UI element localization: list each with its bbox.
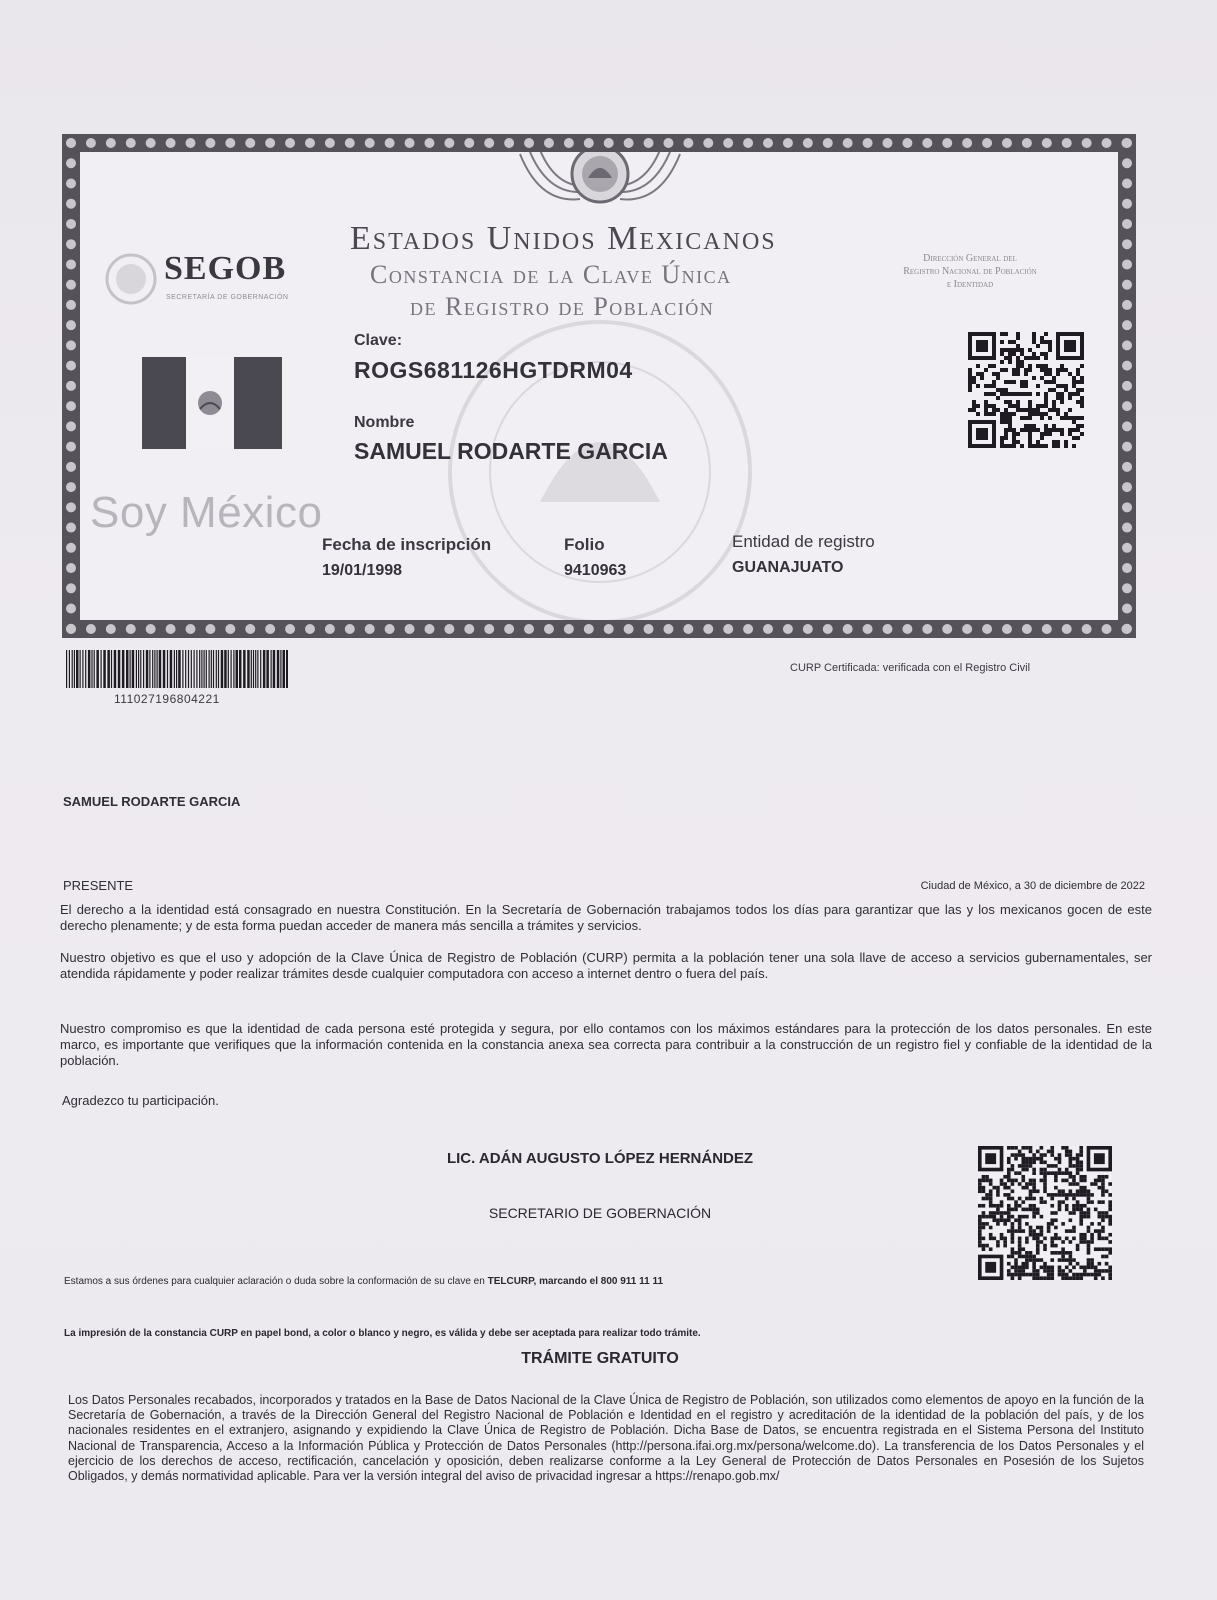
nombre-value: SAMUEL RODARTE GARCIA: [354, 438, 668, 464]
certificate-body: [80, 152, 1118, 620]
letter-place-date: Ciudad de México, a 30 de diciembre de 2022: [920, 880, 1145, 892]
certificate-subtitle-line2: de Registro de Población: [410, 292, 715, 321]
clave-value: ROGS681126HGTDRM04: [354, 357, 633, 383]
segob-seal-icon: [104, 252, 158, 306]
telcurp-text: Estamos a sus órdenes para cualquier aclaración o duda sobre la conformación de su clave en: [64, 1276, 488, 1287]
national-crest-icon: [500, 152, 700, 214]
certificate-subtitle-line1: Constancia de la Clave Única: [370, 260, 732, 289]
direccion-line2: Registro Nacional de Población: [903, 266, 1037, 277]
privacy-notice: Los Datos Personales recabados, incorporados y tratados en la Base de Datos Nacional de la Clave Única de Registro de Población, son utilizados como elementos de apoyo en la función de la Secretaría de Gobernación, a través de la Dirección General del Registro Nacional de Población e Identidad en el registro y acreditación de la identidad de la población del país, y de los nacionales residentes en el extranjero, asignando y expidiendo la Clave Única de Registro de Población. Dicha Base de Datos, se encuentra registrada en el Sistema Persona del Instituto Nacional de Transparencia, Acceso a la Información Pública y Protección de Datos Personales (http://persona.ifai.org.mx/persona/welcome.do). La transferencia de los Datos Personales y el ejercicio de los derechos de acceso, rectificación, cancelación y oposición, deben realizarse conforme a la Ley General de Protección de Datos Personales en Posesión de los Sujetos Obligados, y demás normatividad aplicable. Para ver la versión integral del aviso de privacidad ingresar a https://renapo.gob.mx/: [68, 1393, 1144, 1484]
signer-title: SECRETARIO DE GOBERNACIÓN: [488, 1205, 712, 1221]
fecha-inscripcion-label: Fecha de inscripción: [322, 535, 492, 554]
qr-code-icon: [978, 1146, 1112, 1280]
certificate-frame: [62, 134, 1136, 638]
direccion-line3: e Identidad: [946, 279, 994, 290]
entidad-registro-value: GUANAJUATO: [732, 559, 844, 576]
tramite-gratuito: TRÁMITE GRATUITO: [521, 1350, 679, 1367]
letter-paragraph-2: Nuestro objetivo es que el uso y adopción de la Clave Única de Registro de Población (CURP) permita a la población tener una sola llave de acceso a servicios gubernamentales, ser atendida rápidamente y poder realizar trámites desde cualquier computadora con acceso a internet dentro o fuera del país.: [60, 950, 1152, 981]
soy-mexico-slogan: Soy México: [90, 488, 323, 537]
fecha-inscripcion-value: 19/01/1998: [322, 562, 403, 579]
segob-logo: SEGOB: [164, 250, 287, 287]
barcode-icon: [66, 650, 288, 688]
curp-certificada-note: CURP Certificada: verificada con el Registro Civil: [790, 662, 1031, 674]
impresion-note: La impresión de la constancia CURP en papel bond, a color o blanco y negro, es válida y debe ser aceptada para realizar todo trámite.: [64, 1328, 701, 1339]
letter-paragraph-3: Nuestro compromiso es que la identidad de cada persona esté protegida y segura, por ello contamos con los máximos estándares para la protección de los datos personales. En este marco, es importante que verifiques que la información contenida en la constancia anexa sea correcta para contribuir a la construcción de un registro fiel y confiable de la identidad de la población.: [60, 1021, 1152, 1068]
letter-presente: PRESENTE: [63, 878, 134, 893]
barcode-number: 111027196804221: [114, 692, 220, 706]
clave-label: Clave:: [354, 332, 403, 349]
letter-paragraph-1: El derecho a la identidad está consagrado en nuestra Constitución. En la Secretaría de Gobernación trabajamos todos los días para garantizar que las y los mexicanos gocen de este derecho plenamente; y de esta forma puedan acceder de manera más sencilla a trámites y servicios.: [60, 902, 1152, 933]
direccion-general: [850, 252, 1090, 291]
folio-label: Folio: [564, 535, 605, 554]
mexican-flag-icon: [142, 357, 282, 449]
qr-code-icon: [966, 332, 1086, 448]
letter-addressee: SAMUEL RODARTE GARCIA: [63, 794, 241, 809]
telcurp-phone: TELCURP, marcando el 800 911 11 11: [487, 1276, 664, 1287]
folio-value: 9410963: [564, 562, 627, 579]
signer-name: LIC. ADÁN AUGUSTO LÓPEZ HERNÁNDEZ: [446, 1150, 754, 1167]
entidad-registro-label: Entidad de registro: [732, 532, 875, 551]
segob-subtitle: SECRETARÍA DE GOBERNACIÓN: [166, 294, 289, 301]
telcurp-note: [64, 1276, 663, 1287]
letter-closing: Agradezco tu participación.: [62, 1093, 219, 1108]
certificate-title: Estados Unidos Mexicanos: [350, 220, 777, 257]
nombre-label: Nombre: [354, 414, 415, 431]
direccion-line1: Dirección General del: [923, 253, 1017, 264]
